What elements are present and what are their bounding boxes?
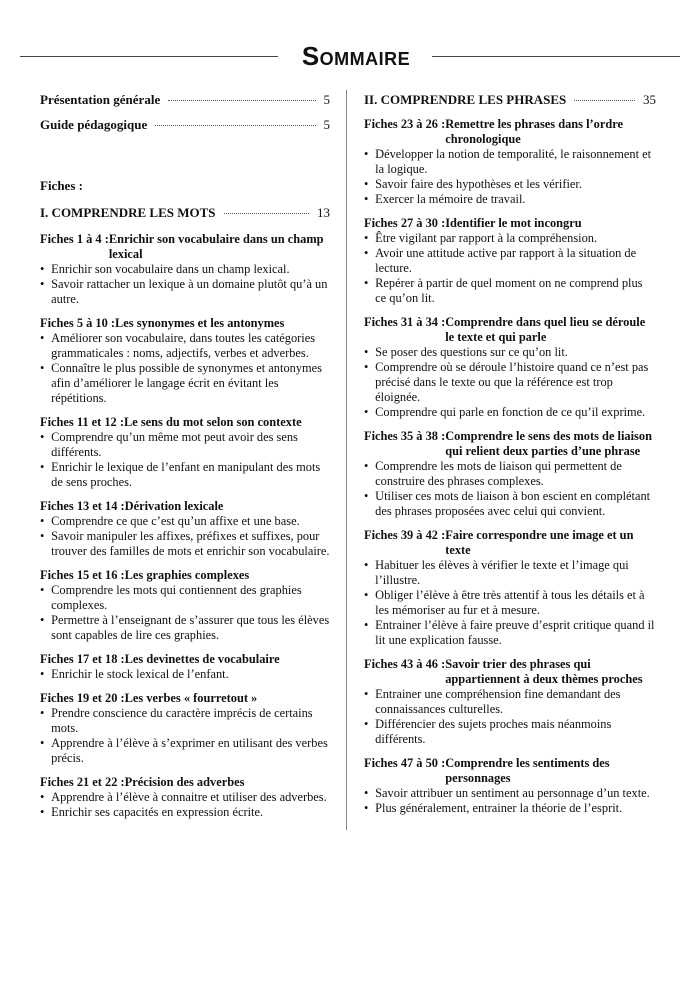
objective-text: Savoir manipuler les affixes, préfixes et suffixes, pour trouver des familles de mots et enrichir son vocabulaire. xyxy=(51,529,330,558)
objective-text: Apprendre à l’élève à connaitre et utiliser des adverbes. xyxy=(51,790,327,804)
fiche-range: Fiches 11 et 12 : xyxy=(40,415,124,429)
fiche-topic: Les synonymes et les antonymes xyxy=(115,316,285,330)
toc-entry-label: Guide pédagogique xyxy=(40,117,148,132)
fiche-topic: Savoir trier des phrases qui appartiennent à deux thèmes proches xyxy=(445,657,643,686)
fiche-group-title[interactable] xyxy=(364,528,656,558)
fiche-group xyxy=(364,528,656,648)
bullet-icon: • xyxy=(364,231,369,245)
bullet-icon: • xyxy=(40,331,45,345)
fiche-group-title[interactable] xyxy=(40,652,330,667)
fiche-group-title[interactable] xyxy=(364,429,656,459)
fiche-group xyxy=(364,117,656,207)
fiche-group xyxy=(40,691,330,766)
fiche-topic: Comprendre le sens des mots de liaison qui relient deux parties d’une phrase xyxy=(445,429,652,458)
objective-item xyxy=(364,231,656,246)
objective-text: Obliger l’élève à être très attentif à tous les détails et à les mémoriser au fur et à mesure. xyxy=(375,588,645,617)
right-column xyxy=(364,92,656,825)
objective-item xyxy=(40,277,330,307)
fiche-group xyxy=(364,756,656,816)
objective-text: Savoir attribuer un sentiment au personnage d’un texte. xyxy=(375,786,650,800)
objective-text: Comprendre les mots de liaison qui permettent de construire des phrases complexes. xyxy=(375,459,622,488)
toc-entry[interactable] xyxy=(40,92,330,107)
fiche-topic: Les verbes « fourretout » xyxy=(124,691,258,705)
objective-item xyxy=(364,246,656,276)
fiche-group xyxy=(364,429,656,519)
fiche-group-title[interactable] xyxy=(364,315,656,345)
objective-item xyxy=(364,489,656,519)
bullet-icon: • xyxy=(364,717,369,731)
fiche-topic: Faire correspondre une image et un texte xyxy=(445,528,634,557)
objective-text: Utiliser ces mots de liaison à bon escient en complétant des phrases proposées avec celui qui convient. xyxy=(375,489,651,518)
objective-item xyxy=(364,588,656,618)
fiche-group-title[interactable] xyxy=(40,499,330,514)
objective-item xyxy=(364,459,656,489)
fiche-group-title[interactable] xyxy=(364,216,656,231)
bullet-icon: • xyxy=(364,588,369,602)
title-rule-left xyxy=(20,56,278,57)
section-label: I. COMPRENDRE LES MOTS xyxy=(40,205,216,220)
fiche-topic: Identifier le mot incongru xyxy=(445,216,582,230)
objective-item xyxy=(364,405,656,420)
objective-item xyxy=(364,276,656,306)
bullet-icon: • xyxy=(364,558,369,572)
fiche-group-title[interactable] xyxy=(40,775,330,790)
fiche-group xyxy=(364,315,656,420)
objective-item xyxy=(364,687,656,717)
page-title: Sommaire xyxy=(301,41,411,71)
objective-text: Habituer les élèves à vérifier le texte et l’image qui l’illustre. xyxy=(375,558,629,587)
objective-text: Comprendre ce que c’est qu’un affixe et une base. xyxy=(51,514,300,528)
title-row xyxy=(20,38,680,74)
fiche-topic: Les graphies complexes xyxy=(124,568,250,582)
section-page-number: 35 xyxy=(643,92,656,107)
objective-text: Apprendre à l’élève à s’exprimer en utilisant des verbes précis. xyxy=(51,736,328,765)
fiche-group-title[interactable] xyxy=(40,316,330,331)
fiche-topic: Enrichir son vocabulaire dans un champ lexical xyxy=(108,232,324,261)
fiche-group-title[interactable] xyxy=(40,232,330,262)
bullet-icon: • xyxy=(364,177,369,191)
fiche-topic: Comprendre les sentiments des personnages xyxy=(445,756,610,785)
bullet-icon: • xyxy=(40,736,45,750)
fiche-range: Fiches 39 à 42 : xyxy=(364,528,446,542)
bullet-icon: • xyxy=(364,192,369,206)
objective-text: Se poser des questions sur ce qu’on lit. xyxy=(375,345,568,359)
fiche-range: Fiches 35 à 38 : xyxy=(364,429,446,443)
objective-text: Repérer à partir de quel moment on ne comprend plus ce qu’on lit. xyxy=(375,276,643,305)
objective-item xyxy=(364,345,656,360)
bullet-icon: • xyxy=(40,460,45,474)
bullet-icon: • xyxy=(40,805,45,819)
bullet-icon: • xyxy=(40,430,45,444)
fiche-range: Fiches 19 et 20 : xyxy=(40,691,125,705)
fiche-group xyxy=(40,316,330,406)
bullet-icon: • xyxy=(40,706,45,720)
bullet-icon: • xyxy=(40,514,45,528)
fiche-group-title[interactable] xyxy=(364,756,656,786)
bullet-icon: • xyxy=(364,360,369,374)
column-divider xyxy=(346,90,347,830)
fiche-group xyxy=(40,232,330,307)
fiche-topic: Les devinettes de vocabulaire xyxy=(124,652,280,666)
objective-item xyxy=(40,262,330,277)
fiche-range: Fiches 15 et 16 : xyxy=(40,568,125,582)
left-column xyxy=(40,92,330,829)
objective-text: Comprendre qu’un même mot peut avoir des sens différents. xyxy=(51,430,298,459)
fiche-range: Fiches 13 et 14 : xyxy=(40,499,125,513)
toc-entry-page-number: 5 xyxy=(323,92,330,107)
objective-item xyxy=(40,667,330,682)
objective-item xyxy=(364,618,656,648)
objective-item xyxy=(364,786,656,801)
fiche-topic: Dérivation lexicale xyxy=(124,499,224,513)
objective-item xyxy=(40,361,330,406)
objective-item xyxy=(40,805,330,820)
fiche-group xyxy=(40,499,330,559)
bullet-icon: • xyxy=(364,405,369,419)
fiche-group xyxy=(40,415,330,490)
bullet-icon: • xyxy=(40,262,45,276)
objective-text: Comprendre les mots qui contiennent des graphies complexes. xyxy=(51,583,302,612)
fiche-group-title[interactable] xyxy=(364,657,656,687)
objective-text: Enrichir ses capacités en expression écrite. xyxy=(51,805,264,819)
objective-text: Exercer la mémoire de travail. xyxy=(375,192,526,206)
objective-text: Entrainer une compréhension fine demandant des connaissances culturelles. xyxy=(375,687,621,716)
fiches-label: Fiches : xyxy=(40,178,83,193)
objective-text: Enrichir son vocabulaire dans un champ lexical. xyxy=(51,262,290,276)
fiche-topic: Précision des adverbes xyxy=(124,775,245,789)
objective-text: Développer la notion de temporalité, le raisonnement et la logique. xyxy=(375,147,652,176)
bullet-icon: • xyxy=(364,801,369,815)
dot-leader xyxy=(168,99,315,101)
fiche-group xyxy=(40,568,330,643)
dot-leader xyxy=(574,99,635,101)
fiche-topic: Comprendre dans quel lieu se déroule le texte et qui parle xyxy=(445,315,646,344)
fiche-group-title[interactable] xyxy=(40,691,330,706)
bullet-icon: • xyxy=(364,246,369,260)
objective-item xyxy=(40,736,330,766)
objective-text: Différencier des sujets proches mais néanmoins différents. xyxy=(375,717,612,746)
fiche-group xyxy=(364,657,656,747)
objective-item xyxy=(40,460,330,490)
objective-text: Avoir une attitude active par rapport à la situation de lecture. xyxy=(375,246,637,275)
title-rule-right xyxy=(432,56,680,57)
objective-text: Entrainer l’élève à faire preuve d’esprit critique quand il lit une explication fausse. xyxy=(375,618,655,647)
dot-leader xyxy=(155,124,315,126)
fiche-topic: Le sens du mot selon son contexte xyxy=(123,415,302,429)
bullet-icon: • xyxy=(40,529,45,543)
fiche-range: Fiches 23 à 26 : xyxy=(364,117,446,131)
objective-item xyxy=(40,613,330,643)
objective-text: Comprendre où se déroule l’histoire quand ce n’est pas précisé dans le texte ou que la référence est trop éloignée. xyxy=(375,360,649,404)
bullet-icon: • xyxy=(364,687,369,701)
dot-leader xyxy=(224,212,309,214)
objective-item xyxy=(40,430,330,460)
fiche-group-title[interactable] xyxy=(40,568,330,583)
fiche-group xyxy=(40,775,330,820)
objective-item xyxy=(364,801,656,816)
objective-item xyxy=(364,558,656,588)
fiche-range: Fiches 47 à 50 : xyxy=(364,756,446,770)
objective-item xyxy=(40,583,330,613)
objective-text: Enrichir le lexique de l’enfant en manipulant des mots de sens proches. xyxy=(51,460,321,489)
bullet-icon: • xyxy=(364,459,369,473)
bullet-icon: • xyxy=(364,345,369,359)
bullet-icon: • xyxy=(40,790,45,804)
fiche-group xyxy=(40,652,330,682)
fiche-group-title[interactable] xyxy=(40,415,330,430)
fiche-topic: Remettre les phrases dans l’ordre chronologique xyxy=(445,117,624,146)
fiche-group xyxy=(364,216,656,306)
section-heading-phrases[interactable] xyxy=(364,92,656,107)
fiche-range: Fiches 27 à 30 : xyxy=(364,216,446,230)
objective-item xyxy=(364,147,656,177)
bullet-icon: • xyxy=(40,667,45,681)
bullet-icon: • xyxy=(364,276,369,290)
fiche-group-title[interactable] xyxy=(364,117,656,147)
toc-entry-page-number: 5 xyxy=(323,117,330,132)
objective-item xyxy=(40,529,330,559)
fiche-range: Fiches 21 et 22 : xyxy=(40,775,125,789)
objective-text: Connaître le plus possible de synonymes et antonymes afin d’améliorer le langage écrit en évitant les répétitions. xyxy=(51,361,322,405)
toc-entry-label: Présentation générale xyxy=(40,92,161,107)
fiche-range: Fiches 1 à 4 : xyxy=(40,232,109,246)
section-page-number: 13 xyxy=(317,205,330,220)
objective-text: Savoir rattacher un lexique à un domaine plutôt qu’à un autre. xyxy=(51,277,328,306)
bullet-icon: • xyxy=(40,277,45,291)
section-label: II. COMPRENDRE LES PHRASES xyxy=(364,92,567,107)
objective-text: Être vigilant par rapport à la compréhension. xyxy=(375,231,598,245)
section-heading-mots[interactable] xyxy=(40,205,330,220)
bullet-icon: • xyxy=(40,583,45,597)
objective-text: Prendre conscience du caractère imprécis de certains mots. xyxy=(51,706,313,735)
objective-item xyxy=(364,360,656,405)
objective-item xyxy=(364,717,656,747)
fiche-range: Fiches 43 à 46 : xyxy=(364,657,446,671)
bullet-icon: • xyxy=(40,361,45,375)
toc-entry[interactable] xyxy=(40,117,330,132)
objective-text: Enrichir le stock lexical de l’enfant. xyxy=(51,667,229,681)
bullet-icon: • xyxy=(364,489,369,503)
objective-text: Comprendre qui parle en fonction de ce qu’il exprime. xyxy=(375,405,646,419)
objective-item xyxy=(40,331,330,361)
objective-item xyxy=(364,192,656,207)
objective-text: Améliorer son vocabulaire, dans toutes les catégories grammaticales : noms, adjectifs, verbes et adverbes. xyxy=(51,331,316,360)
fiche-range: Fiches 5 à 10 : xyxy=(40,316,116,330)
bullet-icon: • xyxy=(364,786,369,800)
fiche-range: Fiches 31 à 34 : xyxy=(364,315,446,329)
objective-item xyxy=(364,177,656,192)
objective-text: Permettre à l’enseignant de s’assurer que tous les élèves sont capables de lire ces graphies. xyxy=(51,613,330,642)
objective-item xyxy=(40,706,330,736)
objective-item xyxy=(40,790,330,805)
bullet-icon: • xyxy=(364,147,369,161)
objective-text: Savoir faire des hypothèses et les vérifier. xyxy=(375,177,582,191)
objective-item xyxy=(40,514,330,529)
fiche-range: Fiches 17 et 18 : xyxy=(40,652,125,666)
bullet-icon: • xyxy=(364,618,369,632)
bullet-icon: • xyxy=(40,613,45,627)
objective-text: Plus généralement, entrainer la théorie de l’esprit. xyxy=(375,801,623,815)
